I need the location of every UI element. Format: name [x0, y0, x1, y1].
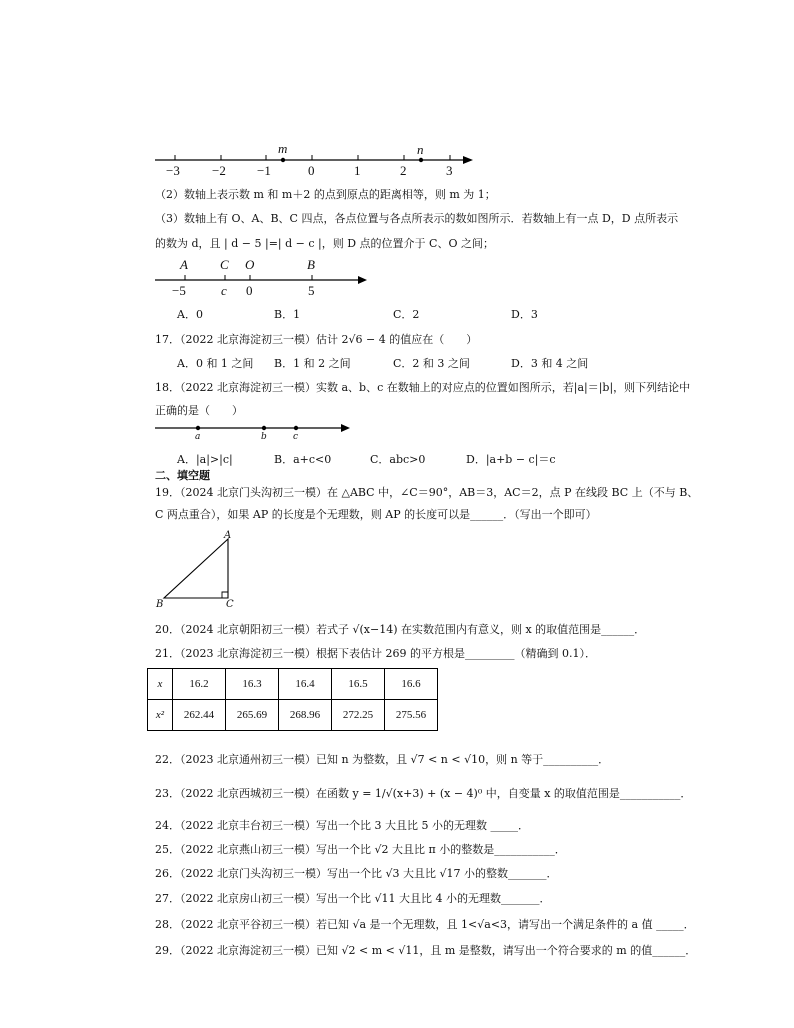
q29-text: 29．（2022 北京海淀初三一模）已知 √2 < m < √11，且 m 是整数，请写出一个符合要求的 m 的值______．	[155, 944, 697, 957]
table-cell: 262.44	[173, 700, 226, 731]
square-table	[147, 668, 438, 731]
q19-line2: C 两点重合），如果 AP 的长度是个无理数，则 AP 的长度可以是______．（写出一个即可）	[155, 508, 597, 521]
table-cell: 265.69	[226, 700, 279, 731]
table-row	[148, 700, 438, 731]
label-B: B	[307, 257, 315, 272]
item-3-line2: 的数为 d，且 | d − 5 |=| d − c |，则 D 点的位置介于 C、O 之间；	[155, 237, 494, 250]
label-C: C	[220, 257, 229, 272]
table-cell: 16.3	[226, 669, 279, 700]
q18-option-d[interactable]: D．|a+b − c|＝c	[466, 453, 556, 466]
q19-line1: 19．（2024 北京门头沟初三一模）在 △ABC 中，∠C＝90°，AB＝3，AC＝2，点 P 在线段 BC 上（不与 B、	[155, 486, 699, 499]
table-cell: x	[148, 669, 173, 700]
q16-option-b[interactable]: B．1	[274, 308, 301, 321]
value-neg5: −5	[172, 283, 186, 298]
tick-label: 1	[354, 163, 361, 178]
q27-text: 27．（2022 北京房山初三一模）写出一个比 √11 大且比 4 小的无理数_______．	[155, 892, 551, 905]
item-3-line1: （3）数轴上有 O、A、B、C 四点，各点位置与各点所表示的数如图所示．若数轴上有一点 D，D 点所表示	[155, 212, 679, 225]
point-n-label: n	[417, 142, 424, 157]
q16-option-c[interactable]: C．2	[393, 308, 420, 321]
tick-label: 3	[446, 163, 453, 178]
q17-text: 17．（2022 北京海淀初三一模）估计 2√6 − 4 的值应在（ ）	[155, 333, 478, 346]
tick-label: 0	[308, 163, 315, 178]
q23-text: 23．（2022 北京西城初三一模）在函数 y = 1/√(x+3) + (x − 4)⁰ 中，自变量 x 的取值范围是___________．	[155, 787, 692, 800]
q17-option-a[interactable]: A．0 和 1 之间	[177, 357, 254, 370]
table-cell: 275.56	[385, 700, 438, 731]
table-row	[148, 669, 438, 700]
number-line-2	[155, 273, 370, 293]
tick-label: 2	[400, 163, 407, 178]
label-A: A	[180, 257, 188, 272]
point-b-label: b	[261, 432, 267, 442]
q18-option-c[interactable]: C．abc>0	[370, 453, 426, 466]
q26-text: 26．（2022 北京门头沟初三一模）写出一个比 √3 大且比 √17 小的整数_______．	[155, 867, 558, 880]
table-cell: 16.4	[279, 669, 332, 700]
vertex-A: A	[224, 530, 232, 541]
q18-number-line	[155, 422, 355, 436]
table-cell: 16.5	[332, 669, 385, 700]
value-c: c	[221, 283, 227, 298]
vertex-C: C	[226, 599, 234, 610]
q24-text: 24．（2022 北京丰台初三一模）写出一个比 3 大且比 5 小的无理数 _____．	[155, 819, 529, 832]
point-c-label: c	[293, 432, 299, 442]
tick-label: −1	[257, 163, 271, 178]
q18-option-b[interactable]: B．a+c<0	[274, 453, 332, 466]
table-cell: 268.96	[279, 700, 332, 731]
q17-option-c[interactable]: C．2 和 3 之间	[393, 357, 470, 370]
q25-text: 25．（2022 北京燕山初三一模）写出一个比 √2 大且比 π 小的整数是___________．	[155, 843, 566, 856]
q18-line2: 正确的是（ ）	[155, 404, 243, 417]
section-title: 二、填空题	[155, 469, 210, 482]
q16-option-a[interactable]: A．0	[177, 308, 203, 321]
table-cell: 16.6	[385, 669, 438, 700]
table-cell: 16.2	[173, 669, 226, 700]
q20-text: 20．（2024 北京朝阳初三一模）若式子 √(x−14) 在实数范围内有意义，则 x 的取值范围是______．	[155, 623, 646, 636]
q18-option-a[interactable]: A．|a|>|c|	[177, 453, 233, 466]
triangle-figure	[160, 535, 250, 605]
table-cell: x²	[148, 700, 173, 731]
q22-text: 22．（2023 北京通州初三一模）已知 n 为整数，且 √7 < n < √10，则 n 等于__________．	[155, 753, 610, 766]
value-5: 5	[308, 283, 315, 298]
tick-label: −2	[212, 163, 226, 178]
q28-text: 28．（2022 北京平谷初三一模）若已知 √a 是一个无理数，且 1<√a<3，请写出一个满足条件的 a 值 _____．	[155, 918, 695, 931]
table-cell: 272.25	[332, 700, 385, 731]
vertex-B: B	[156, 599, 164, 610]
item-2: （2）数轴上表示数 m 和 m＋2 的点到原点的距离相等，则 m 为 1；	[155, 188, 496, 201]
tick-label: −3	[166, 163, 180, 178]
value-0: 0	[246, 283, 253, 298]
point-m-label: m	[278, 141, 288, 156]
q16-option-d[interactable]: D．3	[511, 308, 538, 321]
q18-line1: 18．（2022 北京海淀初三一模）实数 a、b、c 在数轴上的对应点的位置如图所示，若|a|＝|b|，则下列结论中	[155, 381, 691, 394]
label-O: O	[245, 257, 255, 272]
q17-option-b[interactable]: B．1 和 2 之间	[274, 357, 351, 370]
q17-option-d[interactable]: D．3 和 4 之间	[511, 357, 589, 370]
point-a-label: a	[195, 432, 201, 442]
number-line-1	[155, 142, 475, 185]
q21-text: 21．（2023 北京海淀初三一模）根据下表估计 269 的平方根是_________（精确到 0.1）．	[155, 647, 596, 660]
